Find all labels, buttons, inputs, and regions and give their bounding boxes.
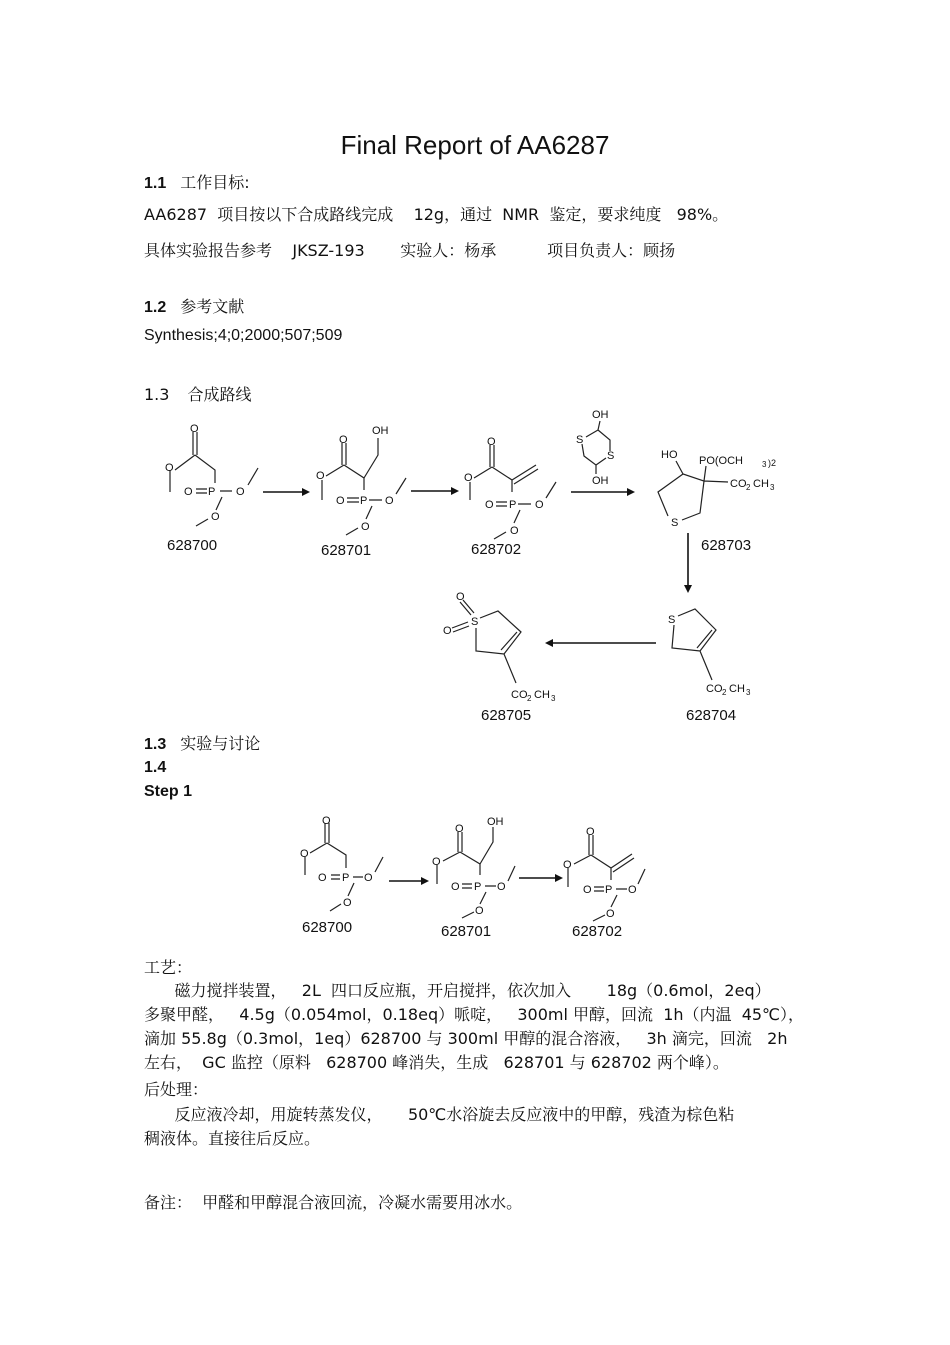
compound-628703: 628703: [701, 537, 752, 554]
atom-p: P: [208, 486, 216, 498]
workup-line: 反应液冷却，用旋转蒸发仪， 50℃水浴旋去反应液中的甲醇，残渣为棕色粘: [144, 1105, 735, 1124]
section-number: 1.2: [144, 299, 167, 316]
compound-628700: 628700: [167, 537, 218, 554]
compound-628705: 628705: [481, 707, 532, 724]
section-heading: 参考文献: [180, 297, 245, 316]
step-1-heading: Step 1: [144, 783, 193, 800]
atom-o: O: [455, 823, 464, 835]
atom-o: O: [443, 625, 452, 637]
step1-scheme: [300, 815, 645, 940]
atom-o: O: [586, 826, 595, 838]
report-line: 具体实验报告参考 JKSZ-193 实验人：杨承 项目负责人：顾扬: [144, 241, 676, 260]
atom-o: O: [318, 872, 327, 884]
structure-628705: [443, 591, 556, 703]
subscript: 2: [746, 483, 751, 492]
atom-o: O: [628, 884, 637, 896]
atom-s: S: [607, 450, 615, 462]
compound-628701: 628701: [441, 923, 492, 940]
subscript: 3: [551, 694, 556, 703]
page-title: Final Report of AA6287: [340, 130, 610, 160]
atom-o: O: [343, 897, 352, 909]
atom-co: CO: [706, 683, 723, 695]
atom-p: P: [342, 872, 350, 884]
atom-o: O: [364, 872, 373, 884]
atom-p: P: [474, 881, 482, 893]
structure-628703: [658, 449, 776, 529]
note: 备注： 甲醛和甲醇混合液回流，冷凝水需要用冰水。: [144, 1193, 523, 1212]
atom-o: O: [316, 470, 325, 482]
reagent-dithiane: [576, 409, 614, 487]
atom-o: O: [190, 423, 199, 435]
atom-oh: OH: [372, 425, 389, 437]
atom-s: S: [668, 614, 676, 626]
compound-628701: 628701: [321, 542, 372, 559]
process-line: 左右， GC 监控（原料 628700 峰消失，生成 628701 与 628702 两个峰）。: [144, 1053, 729, 1072]
atom-o: O: [165, 462, 174, 474]
subscript: 3: [770, 483, 775, 492]
workup-line: 稠液体。直接往后反应。: [144, 1129, 321, 1148]
goal-line: AA6287 项目按以下合成路线完成 12g，通过 NMR 鉴定，要求纯度 98%。: [144, 205, 729, 224]
atom-o: O: [510, 525, 519, 537]
atom-po: PO(OCH: [699, 455, 743, 467]
subscript: )2: [768, 458, 777, 468]
atom-ch: CH: [729, 683, 745, 695]
atom-co: CO: [730, 478, 747, 490]
section-heading: 合成路线: [187, 385, 252, 404]
atom-oh: OH: [487, 816, 504, 828]
compound-628702: 628702: [471, 541, 522, 558]
subscript: 3: [762, 460, 767, 469]
atom-o: O: [485, 499, 494, 511]
section-heading: 实验与讨论: [180, 734, 261, 753]
section-1-3-experiment: [144, 731, 260, 754]
workup-paragraph: [144, 1103, 824, 1151]
workup-label: 后处理：: [144, 1080, 209, 1099]
atom-o: O: [300, 848, 309, 860]
atom-s: S: [576, 434, 584, 446]
section-number: 1.3: [144, 736, 167, 753]
compound-628702: 628702: [572, 923, 623, 940]
atom-o: O: [583, 884, 592, 896]
atom-co: CO: [511, 689, 528, 701]
atom-ch: CH: [753, 478, 769, 490]
atom-o: O: [487, 436, 496, 448]
section-heading: 工作目标:: [180, 173, 250, 192]
compound-628704: 628704: [686, 707, 737, 724]
reference: Synthesis;4;0;2000;507;509: [144, 327, 343, 344]
atom-oh: OH: [592, 409, 609, 421]
subscript: 2: [527, 694, 532, 703]
atom-s: S: [671, 517, 679, 529]
section-number: 1.4: [144, 759, 167, 776]
structure-628704: [668, 609, 751, 697]
atom-o: O: [339, 434, 348, 446]
atom-p: P: [605, 884, 613, 896]
section-number: 1.1: [144, 175, 167, 192]
atom-s: S: [471, 616, 479, 628]
atom-o: O: [322, 815, 331, 827]
subscript: 3: [746, 688, 751, 697]
structure-628702: [464, 436, 556, 539]
atom-o: O: [535, 499, 544, 511]
atom-o: O: [336, 495, 345, 507]
atom-ho: HO: [661, 449, 678, 461]
atom-o: O: [361, 521, 370, 533]
atom-o: O: [451, 881, 460, 893]
atom-o: O: [563, 859, 572, 871]
atom-o: O: [385, 495, 394, 507]
atom-o: O: [432, 856, 441, 868]
atom-o: O: [211, 511, 220, 523]
section-1-4: [144, 757, 180, 777]
section-number: 1.3: [144, 385, 170, 404]
process-paragraph: [144, 979, 824, 1075]
atom-o: O: [606, 908, 615, 920]
atom-o: O: [475, 905, 484, 917]
process-line: 多聚甲醛， 4.5g（0.054mol，0.18eq）哌啶， 300ml 甲醇，回流 1h（内温 45℃），: [144, 1005, 805, 1024]
atom-p: P: [360, 495, 368, 507]
atom-oh: OH: [592, 475, 609, 487]
structure-628700: [165, 423, 258, 526]
atom-o: O: [184, 486, 193, 498]
process-label: 工艺：: [144, 958, 193, 977]
compound-628700: 628700: [302, 919, 353, 936]
subscript: 2: [722, 688, 727, 697]
structure-628701: [316, 425, 406, 535]
atom-o: O: [464, 472, 473, 484]
process-line: 滴加 55.8g（0.3mol，1eq）628700 与 300ml 甲醇的混合溶液， 3h 滴完，回流 2h: [144, 1029, 788, 1048]
process-line: 磁力搅拌装置， 2L 四口反应瓶，开启搅拌，依次加入 18g（0.6mol，2eq）: [144, 981, 771, 1000]
atom-o: O: [236, 486, 245, 498]
atom-p: P: [509, 499, 517, 511]
atom-o: O: [456, 591, 465, 603]
atom-o: O: [497, 881, 506, 893]
atom-ch: CH: [534, 689, 550, 701]
